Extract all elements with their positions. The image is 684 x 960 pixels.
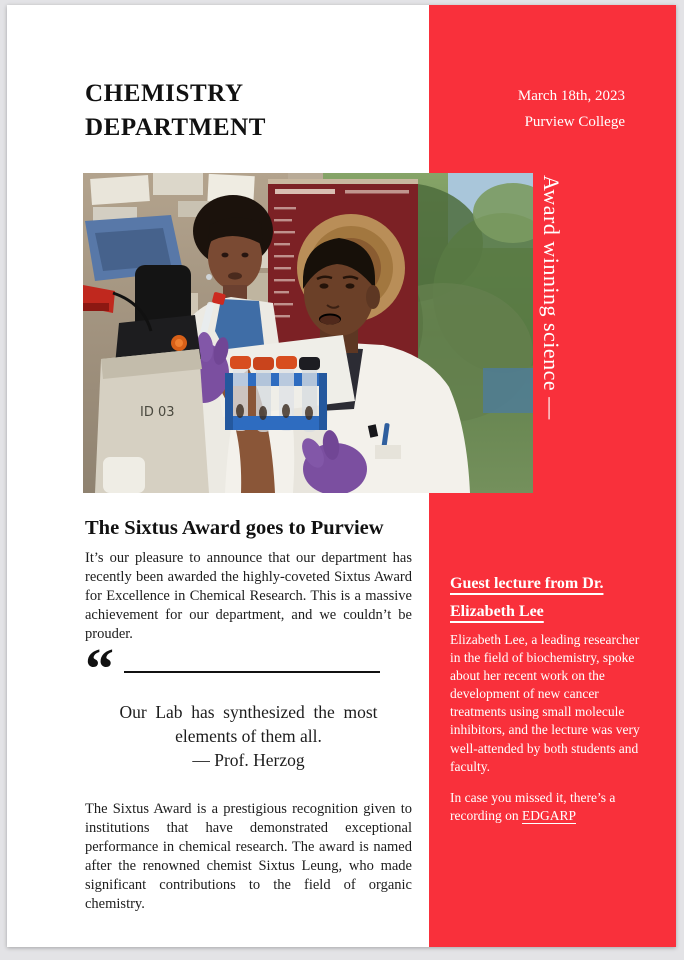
equipment-label-text: ID 03 xyxy=(140,405,175,420)
newsletter-page xyxy=(7,5,676,947)
page-title-line2: DEPARTMENT xyxy=(85,113,267,141)
issue-college: Purview College xyxy=(524,113,625,130)
page-title-line1: CHEMISTRY xyxy=(85,80,244,107)
issue-date: March 18th, 2023 xyxy=(517,88,625,104)
lab-photo xyxy=(83,173,533,493)
sidebar-note xyxy=(450,789,640,825)
quote-attribution: — Prof. Herzog xyxy=(192,750,305,771)
sidebar-paragraph: Elizabeth Lee, a leading researcher in the field of biochemistry, spoke about her recent work on the development of new cancer treatments using small molecule inhibitors, and the lecture was very well-attended by both students and faculty. xyxy=(450,632,640,774)
article-heading: The Sixtus Award goes to Purview xyxy=(85,517,384,539)
sidebar-heading: Guest lecture from Dr. Elizabeth Lee xyxy=(450,575,604,620)
article-paragraph-2: The Sixtus Award is a prestigious recognition given to institutions that have demonstrated exceptional performance in chemical research. The award is named after the renowned chemist Sixtus Leung, who made significant contributions to the field of organic chemistry. xyxy=(85,801,412,913)
quote-rule-line xyxy=(124,671,380,673)
article-paragraph-1: It’s our pleasure to announce that our department has recently been awarded the highly-coveted Sixtus Award for Excellence in Chemical Research. This is a massive achievement for our department, and we couldn’t be prouder. xyxy=(85,550,412,642)
issue-meta xyxy=(518,84,625,136)
vertical-tagline: Award winning science — xyxy=(539,175,564,420)
lab-photo-illustration xyxy=(83,173,533,493)
sidebar xyxy=(450,570,640,825)
main-article xyxy=(85,517,412,914)
sidebar-note-prefix: In case you missed it, there’s a recording on xyxy=(450,789,616,823)
pull-quote: Our Lab has synthesized the most elements of them all. xyxy=(119,701,378,747)
quote-divider xyxy=(85,635,412,701)
page-title xyxy=(85,77,266,144)
quote-mark-icon: “ xyxy=(85,635,114,701)
recording-link[interactable]: EDGARP xyxy=(521,807,576,823)
